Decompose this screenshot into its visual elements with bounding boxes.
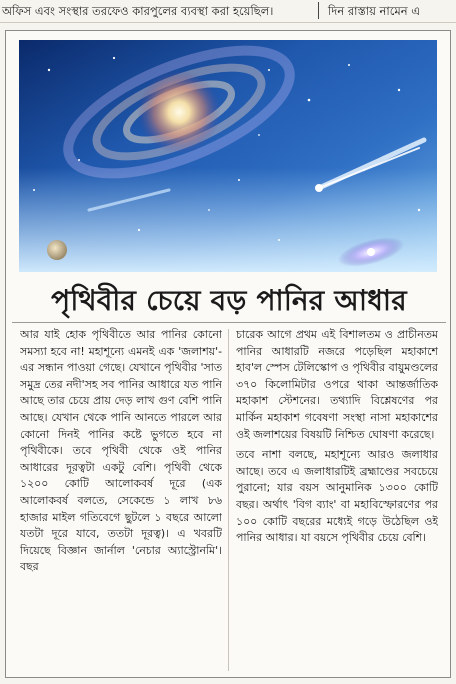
top-strip-right-text: দিন রাস্তায় নামেন এ bbox=[328, 4, 421, 18]
column-divider bbox=[318, 2, 319, 19]
column-divider bbox=[228, 329, 229, 671]
news-article bbox=[5, 30, 451, 678]
galaxy-space-illustration-icon bbox=[19, 40, 437, 272]
top-strip-left-text: অফিস এবং সংস্থার তরফেও কারপুলের ব্যবস্থা করা হয়েছিল। bbox=[2, 4, 274, 18]
article-column-left bbox=[20, 327, 222, 672]
top-news-strip bbox=[0, 0, 456, 23]
article-column-right bbox=[236, 327, 438, 672]
paragraph: তবে নাশা বলছে, মহাশূন্যে আরও জলাধার আছে। তবে এ জলাধারটিই ব্রহ্মাণ্ডের সবচেয়ে পুরানো; যার বয়স আনুমানিক ১৩০০ কোটি বছর। অর্থাৎ 'বিগ ব্যাং' বা মহাবিস্ফোরণের পর ১০০ কোটি বছরের মধ্যেই গড়ে উঠেছিল ওই পানির আধার। যা বয়সে পৃথিবীর চেয়ে বেশি। bbox=[236, 448, 438, 545]
paragraph: চারেক আগে প্রথম এই বিশালতম ও প্রাচীনতম পানির আধারটি নজরে পড়েছিল মহাকাশে হাব'ল স্পেস টেলিস্কোপ ও পৃথিবীর বায়ুমণ্ডলের ৩৭০ কিলোমিটার ওপরে থাকা আন্তর্জাতিক মহাকাশ স্টেশনের। তথ্যাদি বিশ্লেষণের পর মার্কিন মহাকাশ গবেষণা সংস্থা নাসা মহাকাশের ওই জলাশয়ের বিষয়টি নিশ্চিত ঘোষণা করেছে। bbox=[236, 328, 438, 441]
paragraph: আর যাই হোক পৃথিবীতে আর পানির কোনো সমস্যা হবে না! মহাশূন্যে এমনই এক 'জলাশয়'-এর সন্ধান পাওয়া গেছে। যেখানে পৃথিবীর 'সাত সমুদ্র তের নদী'সহ সব পানির আধারে যত পানি আছে তার চেয়ে প্রায় দেড় লাখ গুণ বেশি পানি আছে। যেখান থেকে পানি আনতে পারলে আর কোনো দিনই পানির কষ্টে ভুগতে হবে না পৃথিবীকে। তবে পৃথিবী থেকে ওই পানির আধারের দূরত্বটা একটু বেশি। পৃথিবী থেকে ১২০০ কোটি আলোকবর্ষ দূরে (এক আলোকবর্ষ বলতে, সেকেন্ডে ১ লাখ ৮৬ হাজার মাইল গতিবেগে ছুটলে ১ বছরে আলো যতটা দূরে যাবে, ততটা দূরত্ব)। এ খবরটি দিয়েছে বিজ্ঞান জার্নাল 'নেচার অ্যাস্ট্রোনমি'। বছর bbox=[20, 328, 222, 574]
article-headline: পৃথিবীর চেয়ে বড় পানির আধার bbox=[51, 284, 407, 317]
headline-divider bbox=[12, 322, 446, 323]
